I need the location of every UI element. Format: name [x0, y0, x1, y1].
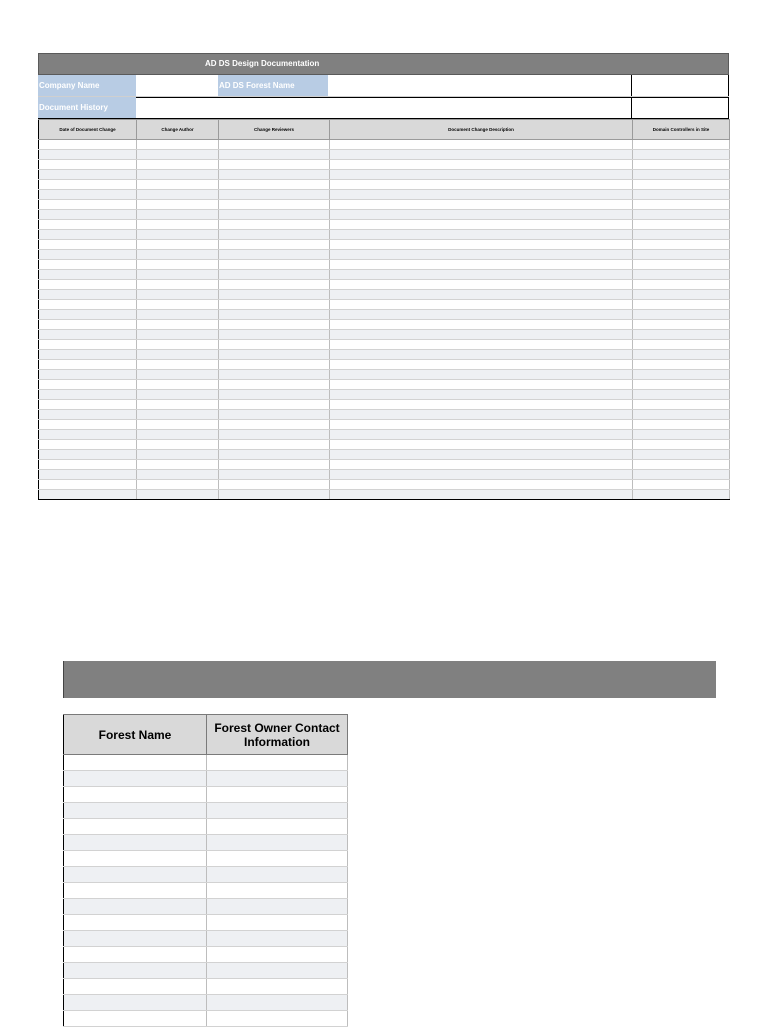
table-cell[interactable] [64, 947, 207, 963]
table-cell[interactable] [64, 867, 207, 883]
table-cell[interactable] [330, 230, 633, 240]
table-cell[interactable] [39, 430, 137, 440]
document-history-cell[interactable] [136, 97, 632, 118]
table-cell[interactable] [219, 460, 330, 470]
table-row [39, 210, 730, 220]
table-cell[interactable] [219, 140, 330, 150]
table-cell[interactable] [39, 460, 137, 470]
table-cell[interactable] [330, 390, 633, 400]
forest-sheet [63, 714, 348, 1027]
table-cell[interactable] [39, 360, 137, 370]
table-row [39, 320, 730, 330]
table-cell[interactable] [39, 490, 137, 500]
table-row [39, 260, 730, 270]
table-cell[interactable] [219, 340, 330, 350]
table-row [64, 979, 348, 995]
table-cell[interactable] [137, 350, 219, 360]
table-cell[interactable] [64, 851, 207, 867]
table-cell[interactable] [39, 150, 137, 160]
table-cell[interactable] [137, 180, 219, 190]
table-cell[interactable] [137, 410, 219, 420]
forest-name-cell[interactable] [328, 75, 632, 96]
table-row [39, 200, 730, 210]
table-cell[interactable] [39, 310, 137, 320]
forest-name-label: AD DS Forest Name [218, 75, 328, 96]
table-cell[interactable] [39, 200, 137, 210]
table-cell[interactable] [633, 310, 730, 320]
table-row [39, 430, 730, 440]
table-cell[interactable] [633, 350, 730, 360]
table-cell[interactable] [219, 210, 330, 220]
table-cell[interactable] [137, 250, 219, 260]
table-cell[interactable] [219, 170, 330, 180]
table-row [39, 220, 730, 230]
table-cell[interactable] [330, 300, 633, 310]
table-cell[interactable] [137, 220, 219, 230]
table-cell[interactable] [137, 330, 219, 340]
table-cell[interactable] [207, 883, 348, 899]
table-cell[interactable] [137, 200, 219, 210]
table-cell[interactable] [64, 899, 207, 915]
table-cell[interactable] [64, 963, 207, 979]
table-cell[interactable] [633, 370, 730, 380]
table-cell[interactable] [330, 170, 633, 180]
table-cell[interactable] [330, 360, 633, 370]
table-cell[interactable] [39, 340, 137, 350]
table-row [39, 150, 730, 160]
table-cell[interactable] [330, 490, 633, 500]
table-cell[interactable] [633, 260, 730, 270]
table-row [39, 310, 730, 320]
table-row [39, 250, 730, 260]
table-cell[interactable] [633, 200, 730, 210]
table-cell[interactable] [330, 380, 633, 390]
table-cell[interactable] [330, 140, 633, 150]
table-cell[interactable] [219, 350, 330, 360]
table-cell[interactable] [633, 180, 730, 190]
table-cell[interactable] [219, 360, 330, 370]
col-header-forest-owner-contact: Forest Owner Contact Information [207, 715, 348, 755]
table-row [39, 160, 730, 170]
table-row [39, 280, 730, 290]
table-cell[interactable] [633, 470, 730, 480]
table-cell[interactable] [64, 1011, 207, 1027]
col-header-description: Document Change Description [330, 120, 633, 140]
table-cell[interactable] [330, 310, 633, 320]
table-cell[interactable] [207, 851, 348, 867]
table-row [39, 420, 730, 430]
table-cell[interactable] [633, 150, 730, 160]
table-row [64, 963, 348, 979]
table-cell[interactable] [137, 230, 219, 240]
table-row [64, 1011, 348, 1027]
table-cell[interactable] [219, 220, 330, 230]
table-cell[interactable] [330, 190, 633, 200]
table-cell[interactable] [633, 300, 730, 310]
col-header-forest-name: Forest Name [64, 715, 207, 755]
table-cell[interactable] [219, 470, 330, 480]
table-cell[interactable] [219, 190, 330, 200]
table-cell[interactable] [39, 300, 137, 310]
table-cell[interactable] [219, 380, 330, 390]
table-row [39, 490, 730, 500]
table-cell[interactable] [219, 450, 330, 460]
table-cell[interactable] [39, 210, 137, 220]
table-row [39, 460, 730, 470]
table-cell[interactable] [39, 440, 137, 450]
table-cell[interactable] [633, 270, 730, 280]
table-row [39, 340, 730, 350]
table-cell[interactable] [633, 490, 730, 500]
table-cell[interactable] [39, 170, 137, 180]
table-cell[interactable] [219, 320, 330, 330]
table-cell[interactable] [207, 835, 348, 851]
table-cell[interactable] [39, 230, 137, 240]
table-cell[interactable] [330, 430, 633, 440]
table-row [39, 190, 730, 200]
table-cell[interactable] [207, 771, 348, 787]
table-cell[interactable] [64, 979, 207, 995]
table-row [39, 240, 730, 250]
table-cell[interactable] [633, 430, 730, 440]
table-row [39, 300, 730, 310]
table-cell[interactable] [137, 480, 219, 490]
table-cell[interactable] [137, 430, 219, 440]
sheet-title-bar [38, 53, 729, 75]
table-cell[interactable] [330, 350, 633, 360]
table-cell[interactable] [633, 210, 730, 220]
table-cell[interactable] [137, 490, 219, 500]
table-cell[interactable] [219, 250, 330, 260]
table-cell[interactable] [39, 140, 137, 150]
table-cell[interactable] [137, 160, 219, 170]
table-cell[interactable] [39, 220, 137, 230]
table-cell[interactable] [633, 340, 730, 350]
table-cell[interactable] [64, 835, 207, 851]
table-cell[interactable] [330, 250, 633, 260]
table-row [64, 803, 348, 819]
table-cell[interactable] [137, 390, 219, 400]
table-row [39, 330, 730, 340]
table-cell[interactable] [39, 180, 137, 190]
table-row [39, 450, 730, 460]
table-cell[interactable] [330, 220, 633, 230]
company-name-label: Company Name [38, 75, 136, 96]
table-cell[interactable] [330, 460, 633, 470]
table-cell[interactable] [39, 270, 137, 280]
history-header-row [39, 120, 730, 140]
table-cell[interactable] [330, 400, 633, 410]
table-row [64, 899, 348, 915]
table-cell[interactable] [207, 947, 348, 963]
table-cell[interactable] [207, 995, 348, 1011]
table-cell[interactable] [64, 803, 207, 819]
table-cell[interactable] [633, 360, 730, 370]
table-cell[interactable] [219, 400, 330, 410]
company-name-cell[interactable] [136, 75, 218, 96]
table-row [64, 835, 348, 851]
table-cell[interactable] [39, 250, 137, 260]
table-cell[interactable] [330, 320, 633, 330]
table-cell[interactable] [137, 170, 219, 180]
table-cell[interactable] [64, 883, 207, 899]
table-cell[interactable] [64, 819, 207, 835]
table-cell[interactable] [633, 400, 730, 410]
table-row [64, 995, 348, 1011]
table-row [64, 771, 348, 787]
table-row [39, 180, 730, 190]
table-cell[interactable] [633, 250, 730, 260]
table-cell[interactable] [633, 190, 730, 200]
table-cell[interactable] [137, 140, 219, 150]
forest-table [63, 714, 348, 1027]
document-history-table [38, 119, 730, 500]
table-cell[interactable] [330, 470, 633, 480]
table-cell[interactable] [39, 390, 137, 400]
table-row [64, 819, 348, 835]
table-cell[interactable] [137, 380, 219, 390]
table-row [39, 470, 730, 480]
table-cell[interactable] [633, 390, 730, 400]
table-cell[interactable] [633, 380, 730, 390]
table-cell[interactable] [219, 260, 330, 270]
forest-section-title-bar [63, 661, 716, 698]
table-cell[interactable] [137, 290, 219, 300]
table-cell[interactable] [39, 320, 137, 330]
table-cell[interactable] [207, 979, 348, 995]
table-cell[interactable] [219, 150, 330, 160]
table-cell[interactable] [219, 430, 330, 440]
col-header-reviewers: Change Reviewers [219, 120, 330, 140]
table-cell[interactable] [330, 270, 633, 280]
table-cell[interactable] [330, 410, 633, 420]
table-cell[interactable] [219, 410, 330, 420]
table-cell[interactable] [219, 280, 330, 290]
table-cell[interactable] [633, 140, 730, 150]
table-cell[interactable] [64, 771, 207, 787]
table-row [39, 140, 730, 150]
table-cell[interactable] [219, 230, 330, 240]
table-row [39, 230, 730, 240]
table-cell[interactable] [39, 290, 137, 300]
table-cell[interactable] [39, 480, 137, 490]
table-cell[interactable] [219, 310, 330, 320]
table-cell[interactable] [633, 160, 730, 170]
table-cell[interactable] [330, 150, 633, 160]
table-cell[interactable] [207, 931, 348, 947]
table-row [39, 360, 730, 370]
table-cell[interactable] [633, 230, 730, 240]
table-cell[interactable] [219, 180, 330, 190]
table-cell[interactable] [633, 280, 730, 290]
table-cell[interactable] [219, 480, 330, 490]
table-cell[interactable] [137, 270, 219, 280]
table-row [64, 915, 348, 931]
table-cell[interactable] [137, 260, 219, 270]
table-cell[interactable] [39, 370, 137, 380]
table-cell[interactable] [330, 290, 633, 300]
table-cell[interactable] [39, 350, 137, 360]
table-row [64, 755, 348, 771]
table-cell[interactable] [330, 340, 633, 350]
table-cell[interactable] [137, 150, 219, 160]
table-cell[interactable] [207, 803, 348, 819]
table-row [64, 867, 348, 883]
table-cell[interactable] [219, 290, 330, 300]
table-cell[interactable] [137, 190, 219, 200]
table-cell[interactable] [219, 420, 330, 430]
table-cell[interactable] [219, 240, 330, 250]
table-cell[interactable] [633, 460, 730, 470]
table-cell[interactable] [39, 280, 137, 290]
table-cell[interactable] [64, 995, 207, 1011]
table-cell[interactable] [39, 420, 137, 430]
table-cell[interactable] [137, 310, 219, 320]
table-cell[interactable] [219, 370, 330, 380]
table-cell[interactable] [330, 210, 633, 220]
table-cell[interactable] [633, 410, 730, 420]
table-row [39, 290, 730, 300]
table-cell[interactable] [330, 240, 633, 250]
col-header-author: Change Author [137, 120, 219, 140]
table-cell[interactable] [207, 867, 348, 883]
table-cell[interactable] [330, 480, 633, 490]
table-row [39, 480, 730, 490]
table-cell[interactable] [137, 300, 219, 310]
table-cell[interactable] [64, 787, 207, 803]
table-row [39, 350, 730, 360]
table-cell[interactable] [137, 460, 219, 470]
table-cell[interactable] [330, 180, 633, 190]
table-cell[interactable] [39, 260, 137, 270]
table-row [39, 380, 730, 390]
table-row [39, 270, 730, 280]
table-cell[interactable] [207, 899, 348, 915]
forest-header-row [64, 715, 348, 755]
table-cell[interactable] [633, 320, 730, 330]
company-info-row [38, 75, 729, 97]
table-cell[interactable] [330, 420, 633, 430]
table-cell[interactable] [633, 450, 730, 460]
table-cell[interactable] [330, 330, 633, 340]
table-cell[interactable] [219, 160, 330, 170]
table-cell[interactable] [330, 370, 633, 380]
table-cell[interactable] [64, 931, 207, 947]
table-cell[interactable] [39, 190, 137, 200]
table-cell[interactable] [207, 1011, 348, 1027]
table-cell[interactable] [39, 470, 137, 480]
table-row [64, 787, 348, 803]
table-cell[interactable] [330, 160, 633, 170]
table-cell[interactable] [219, 390, 330, 400]
table-cell[interactable] [39, 400, 137, 410]
table-cell[interactable] [633, 170, 730, 180]
table-row [39, 370, 730, 380]
blank-cell[interactable] [632, 97, 729, 118]
table-cell[interactable] [219, 330, 330, 340]
table-cell[interactable] [137, 420, 219, 430]
table-row [39, 440, 730, 450]
table-cell[interactable] [39, 410, 137, 420]
table-cell[interactable] [633, 220, 730, 230]
table-cell[interactable] [64, 915, 207, 931]
blank-cell[interactable] [632, 75, 729, 96]
table-cell[interactable] [330, 260, 633, 270]
table-cell[interactable] [137, 280, 219, 290]
table-row [64, 931, 348, 947]
col-header-date: Date of Document Change [39, 120, 137, 140]
table-cell[interactable] [207, 963, 348, 979]
document-history-row [38, 97, 729, 119]
table-cell[interactable] [207, 755, 348, 771]
table-cell[interactable] [137, 450, 219, 460]
design-documentation-sheet [38, 53, 729, 500]
table-cell[interactable] [633, 330, 730, 340]
table-cell[interactable] [137, 370, 219, 380]
table-cell[interactable] [207, 787, 348, 803]
table-cell[interactable] [137, 360, 219, 370]
table-cell[interactable] [207, 915, 348, 931]
table-cell[interactable] [137, 470, 219, 480]
table-row [64, 947, 348, 963]
table-cell[interactable] [39, 450, 137, 460]
col-header-domain-controllers: Domain Controllers in Site [633, 120, 730, 140]
table-cell[interactable] [137, 440, 219, 450]
table-cell[interactable] [330, 450, 633, 460]
table-cell[interactable] [330, 280, 633, 290]
table-row [39, 390, 730, 400]
table-cell[interactable] [330, 200, 633, 210]
table-cell[interactable] [219, 270, 330, 280]
table-cell[interactable] [137, 340, 219, 350]
table-cell[interactable] [39, 160, 137, 170]
table-row [39, 170, 730, 180]
table-cell[interactable] [137, 320, 219, 330]
table-cell[interactable] [219, 200, 330, 210]
table-cell[interactable] [137, 210, 219, 220]
table-row [64, 883, 348, 899]
sheet-title: AD DS Design Documentation [205, 59, 320, 68]
table-cell[interactable] [633, 240, 730, 250]
table-cell[interactable] [219, 490, 330, 500]
table-cell[interactable] [137, 400, 219, 410]
table-cell[interactable] [219, 300, 330, 310]
table-cell[interactable] [64, 755, 207, 771]
table-cell[interactable] [39, 240, 137, 250]
table-cell[interactable] [207, 819, 348, 835]
table-cell[interactable] [633, 440, 730, 450]
table-cell[interactable] [330, 440, 633, 450]
table-cell[interactable] [219, 440, 330, 450]
document-history-label: Document History [38, 97, 136, 118]
table-row [39, 400, 730, 410]
table-cell[interactable] [39, 380, 137, 390]
table-row [64, 851, 348, 867]
table-cell[interactable] [633, 420, 730, 430]
table-cell[interactable] [633, 480, 730, 490]
table-cell[interactable] [137, 240, 219, 250]
table-row [39, 410, 730, 420]
table-cell[interactable] [633, 290, 730, 300]
table-cell[interactable] [39, 330, 137, 340]
